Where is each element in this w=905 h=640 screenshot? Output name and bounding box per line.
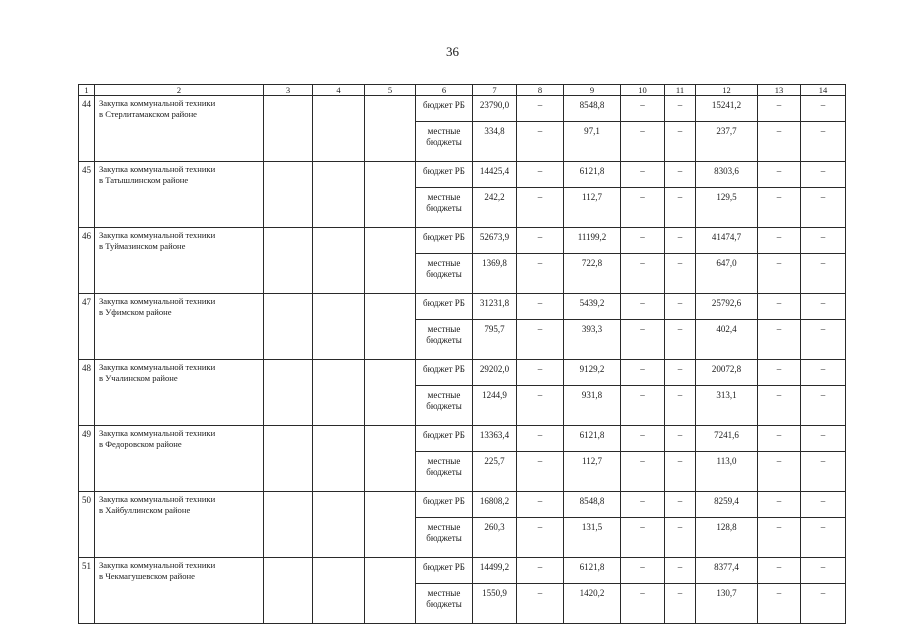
empty-cell-3 — [264, 162, 313, 228]
value-cell-13: – — [758, 320, 801, 360]
value-cell-7: 795,7 — [473, 320, 517, 360]
value-cell-8: – — [517, 320, 564, 360]
value-cell-8: – — [517, 558, 564, 584]
value-cell-13: – — [758, 254, 801, 294]
empty-cell-3 — [264, 228, 313, 294]
value-cell-14: – — [801, 254, 846, 294]
empty-cell-4 — [313, 492, 365, 558]
value-cell-7: 260,3 — [473, 518, 517, 558]
value-cell-10: – — [621, 188, 665, 228]
value-cell-11: – — [665, 386, 696, 426]
value-cell-7: 1369,8 — [473, 254, 517, 294]
value-cell-8: – — [517, 584, 564, 624]
header-col-7: 7 — [473, 85, 517, 96]
funding-source — [416, 584, 473, 624]
empty-cell-4 — [313, 360, 365, 426]
value-cell-11: – — [665, 228, 696, 254]
row-title-line: Закупка коммунальной техники — [99, 164, 216, 174]
value-cell-11: – — [665, 426, 696, 452]
value-cell-9: 8548,8 — [564, 492, 621, 518]
funding-source-line: бюджеты — [426, 269, 462, 279]
value-cell-9: 1420,2 — [564, 584, 621, 624]
header-col-13: 13 — [758, 85, 801, 96]
empty-cell-3 — [264, 294, 313, 360]
value-cell-11: – — [665, 188, 696, 228]
row-title — [95, 228, 264, 294]
value-cell-8: – — [517, 360, 564, 386]
value-cell-12: 7241,6 — [696, 426, 758, 452]
value-cell-11: – — [665, 96, 696, 122]
value-cell-9: 6121,8 — [564, 426, 621, 452]
value-cell-12: 129,5 — [696, 188, 758, 228]
table-row — [79, 162, 846, 188]
value-cell-14: – — [801, 294, 846, 320]
row-number: 51 — [79, 558, 95, 624]
value-cell-10: – — [621, 558, 665, 584]
value-cell-11: – — [665, 320, 696, 360]
value-cell-8: – — [517, 294, 564, 320]
value-cell-7: 29202,0 — [473, 360, 517, 386]
value-cell-14: – — [801, 452, 846, 492]
row-title — [95, 360, 264, 426]
value-cell-12: 25792,6 — [696, 294, 758, 320]
value-cell-7: 225,7 — [473, 452, 517, 492]
funding-source-line: бюджеты — [426, 467, 462, 477]
value-cell-8: – — [517, 122, 564, 162]
funding-source-line: местные — [427, 456, 461, 466]
funding-source — [416, 518, 473, 558]
funding-source-line: местные — [427, 126, 461, 136]
row-title-line: Закупка коммунальной техники — [99, 230, 216, 240]
empty-cell-3 — [264, 558, 313, 624]
funding-source-line: бюджеты — [426, 401, 462, 411]
funding-source-line: местные — [427, 588, 461, 598]
header-col-12: 12 — [696, 85, 758, 96]
funding-source — [416, 254, 473, 294]
value-cell-11: – — [665, 452, 696, 492]
row-title-line: в Хайбуллинском районе — [99, 505, 191, 515]
row-title — [95, 492, 264, 558]
header-col-5: 5 — [365, 85, 416, 96]
value-cell-7: 13363,4 — [473, 426, 517, 452]
value-cell-14: – — [801, 558, 846, 584]
header-row — [79, 85, 846, 96]
funding-source-line: местные — [427, 522, 461, 532]
value-cell-7: 14425,4 — [473, 162, 517, 188]
value-cell-8: – — [517, 386, 564, 426]
value-cell-13: – — [758, 122, 801, 162]
value-cell-12: 647,0 — [696, 254, 758, 294]
value-cell-10: – — [621, 386, 665, 426]
value-cell-10: – — [621, 294, 665, 320]
empty-cell-5 — [365, 426, 416, 492]
funding-source-line: местные — [427, 324, 461, 334]
value-cell-13: – — [758, 558, 801, 584]
value-cell-14: – — [801, 426, 846, 452]
value-cell-9: 393,3 — [564, 320, 621, 360]
value-cell-9: 131,5 — [564, 518, 621, 558]
value-cell-12: 8303,6 — [696, 162, 758, 188]
value-cell-7: 242,2 — [473, 188, 517, 228]
header-col-9: 9 — [564, 85, 621, 96]
value-cell-8: – — [517, 162, 564, 188]
row-title-line: в Туймазинском районе — [99, 241, 186, 251]
value-cell-13: – — [758, 426, 801, 452]
value-cell-9: 722,8 — [564, 254, 621, 294]
value-cell-13: – — [758, 452, 801, 492]
funding-source: бюджет РБ — [416, 558, 473, 584]
header-col-11: 11 — [665, 85, 696, 96]
value-cell-13: – — [758, 518, 801, 558]
row-number: 49 — [79, 426, 95, 492]
row-title — [95, 162, 264, 228]
empty-cell-3 — [264, 96, 313, 162]
funding-source — [416, 452, 473, 492]
value-cell-11: – — [665, 254, 696, 294]
empty-cell-5 — [365, 492, 416, 558]
value-cell-12: 128,8 — [696, 518, 758, 558]
row-title-line: в Стерлитамакском районе — [99, 109, 197, 119]
value-cell-10: – — [621, 452, 665, 492]
value-cell-12: 20072,8 — [696, 360, 758, 386]
value-cell-9: 8548,8 — [564, 96, 621, 122]
header-col-8: 8 — [517, 85, 564, 96]
value-cell-8: – — [517, 228, 564, 254]
funding-source: бюджет РБ — [416, 360, 473, 386]
value-cell-11: – — [665, 558, 696, 584]
row-number: 47 — [79, 294, 95, 360]
value-cell-13: – — [758, 360, 801, 386]
empty-cell-4 — [313, 162, 365, 228]
value-cell-10: – — [621, 228, 665, 254]
value-cell-7: 52673,9 — [473, 228, 517, 254]
header-col-4: 4 — [313, 85, 365, 96]
row-title — [95, 294, 264, 360]
value-cell-14: – — [801, 360, 846, 386]
empty-cell-4 — [313, 558, 365, 624]
empty-cell-4 — [313, 294, 365, 360]
header-col-10: 10 — [621, 85, 665, 96]
value-cell-13: – — [758, 228, 801, 254]
row-title-line: Закупка коммунальной техники — [99, 296, 216, 306]
value-cell-14: – — [801, 122, 846, 162]
row-title-line: в Федоровском районе — [99, 439, 182, 449]
value-cell-7: 1244,9 — [473, 386, 517, 426]
funding-source-line: бюджеты — [426, 203, 462, 213]
value-cell-10: – — [621, 122, 665, 162]
table-row — [79, 558, 846, 584]
value-cell-11: – — [665, 294, 696, 320]
row-title-line: Закупка коммунальной техники — [99, 362, 216, 372]
value-cell-10: – — [621, 426, 665, 452]
empty-cell-3 — [264, 492, 313, 558]
value-cell-13: – — [758, 96, 801, 122]
value-cell-9: 9129,2 — [564, 360, 621, 386]
row-title — [95, 558, 264, 624]
funding-source — [416, 320, 473, 360]
value-cell-12: 237,7 — [696, 122, 758, 162]
value-cell-12: 402,4 — [696, 320, 758, 360]
funding-source-line: бюджеты — [426, 533, 462, 543]
value-cell-14: – — [801, 96, 846, 122]
value-cell-12: 8259,4 — [696, 492, 758, 518]
value-cell-7: 334,8 — [473, 122, 517, 162]
row-title-line: в Учалинском районе — [99, 373, 178, 383]
value-cell-9: 97,1 — [564, 122, 621, 162]
table-row — [79, 492, 846, 518]
value-cell-7: 31231,8 — [473, 294, 517, 320]
funding-source-line: бюджеты — [426, 137, 462, 147]
row-title-line: Закупка коммунальной техники — [99, 494, 216, 504]
value-cell-14: – — [801, 162, 846, 188]
row-number: 44 — [79, 96, 95, 162]
header-col-2: 2 — [95, 85, 264, 96]
value-cell-14: – — [801, 228, 846, 254]
row-number: 50 — [79, 492, 95, 558]
value-cell-13: – — [758, 492, 801, 518]
table-row — [79, 294, 846, 320]
row-title-line: Закупка коммунальной техники — [99, 560, 216, 570]
value-cell-9: 112,7 — [564, 188, 621, 228]
funding-source: бюджет РБ — [416, 492, 473, 518]
empty-cell-5 — [365, 162, 416, 228]
value-cell-10: – — [621, 492, 665, 518]
value-cell-7: 16808,2 — [473, 492, 517, 518]
value-cell-7: 23790,0 — [473, 96, 517, 122]
header-col-6: 6 — [416, 85, 473, 96]
funding-source: бюджет РБ — [416, 426, 473, 452]
empty-cell-5 — [365, 558, 416, 624]
value-cell-8: – — [517, 492, 564, 518]
funding-source-line: бюджеты — [426, 599, 462, 609]
header-col-1: 1 — [79, 85, 95, 96]
row-title — [95, 426, 264, 492]
value-cell-13: – — [758, 386, 801, 426]
value-cell-11: – — [665, 122, 696, 162]
value-cell-12: 313,1 — [696, 386, 758, 426]
value-cell-12: 130,7 — [696, 584, 758, 624]
empty-cell-5 — [365, 360, 416, 426]
page-number: 36 — [446, 44, 459, 59]
value-cell-12: 41474,7 — [696, 228, 758, 254]
funding-source-line: бюджеты — [426, 335, 462, 345]
row-title-line: Закупка коммунальной техники — [99, 428, 216, 438]
row-title-line: в Татышлинском районе — [99, 175, 189, 185]
row-title-line: Закупка коммунальной техники — [99, 98, 216, 108]
empty-cell-3 — [264, 360, 313, 426]
row-title-line: в Уфимском районе — [99, 307, 172, 317]
funding-source: бюджет РБ — [416, 228, 473, 254]
empty-cell-5 — [365, 294, 416, 360]
value-cell-14: – — [801, 518, 846, 558]
table-body — [79, 96, 846, 624]
value-cell-13: – — [758, 584, 801, 624]
value-cell-12: 113,0 — [696, 452, 758, 492]
row-number: 45 — [79, 162, 95, 228]
row-number: 46 — [79, 228, 95, 294]
value-cell-8: – — [517, 188, 564, 228]
empty-cell-4 — [313, 228, 365, 294]
value-cell-9: 11199,2 — [564, 228, 621, 254]
value-cell-11: – — [665, 360, 696, 386]
value-cell-8: – — [517, 426, 564, 452]
value-cell-12: 15241,2 — [696, 96, 758, 122]
value-cell-10: – — [621, 96, 665, 122]
funding-source — [416, 122, 473, 162]
table-row — [79, 96, 846, 122]
value-cell-11: – — [665, 518, 696, 558]
value-cell-9: 931,8 — [564, 386, 621, 426]
header-col-3: 3 — [264, 85, 313, 96]
value-cell-11: – — [665, 492, 696, 518]
funding-source: бюджет РБ — [416, 294, 473, 320]
table-row — [79, 360, 846, 386]
row-title-line: в Чекмагушевском районе — [99, 571, 195, 581]
value-cell-10: – — [621, 518, 665, 558]
empty-cell-4 — [313, 426, 365, 492]
value-cell-13: – — [758, 294, 801, 320]
row-number: 48 — [79, 360, 95, 426]
value-cell-11: – — [665, 584, 696, 624]
empty-cell-5 — [365, 228, 416, 294]
table-row — [79, 228, 846, 254]
funding-source — [416, 188, 473, 228]
budget-table — [78, 84, 846, 624]
value-cell-14: – — [801, 584, 846, 624]
value-cell-10: – — [621, 360, 665, 386]
value-cell-12: 8377,4 — [696, 558, 758, 584]
header-col-14: 14 — [801, 85, 846, 96]
value-cell-10: – — [621, 320, 665, 360]
funding-source — [416, 386, 473, 426]
funding-source-line: местные — [427, 390, 461, 400]
value-cell-8: – — [517, 96, 564, 122]
value-cell-14: – — [801, 386, 846, 426]
value-cell-9: 5439,2 — [564, 294, 621, 320]
value-cell-9: 112,7 — [564, 452, 621, 492]
value-cell-10: – — [621, 584, 665, 624]
funding-source-line: местные — [427, 192, 461, 202]
funding-source-line: местные — [427, 258, 461, 268]
value-cell-13: – — [758, 188, 801, 228]
funding-source: бюджет РБ — [416, 96, 473, 122]
value-cell-7: 14499,2 — [473, 558, 517, 584]
empty-cell-3 — [264, 426, 313, 492]
empty-cell-5 — [365, 96, 416, 162]
table-row — [79, 426, 846, 452]
value-cell-9: 6121,8 — [564, 558, 621, 584]
value-cell-8: – — [517, 254, 564, 294]
value-cell-14: – — [801, 320, 846, 360]
value-cell-10: – — [621, 162, 665, 188]
value-cell-11: – — [665, 162, 696, 188]
row-title — [95, 96, 264, 162]
value-cell-9: 6121,8 — [564, 162, 621, 188]
value-cell-14: – — [801, 188, 846, 228]
funding-source: бюджет РБ — [416, 162, 473, 188]
value-cell-8: – — [517, 452, 564, 492]
empty-cell-4 — [313, 96, 365, 162]
value-cell-8: – — [517, 518, 564, 558]
value-cell-7: 1550,9 — [473, 584, 517, 624]
value-cell-14: – — [801, 492, 846, 518]
value-cell-10: – — [621, 254, 665, 294]
value-cell-13: – — [758, 162, 801, 188]
